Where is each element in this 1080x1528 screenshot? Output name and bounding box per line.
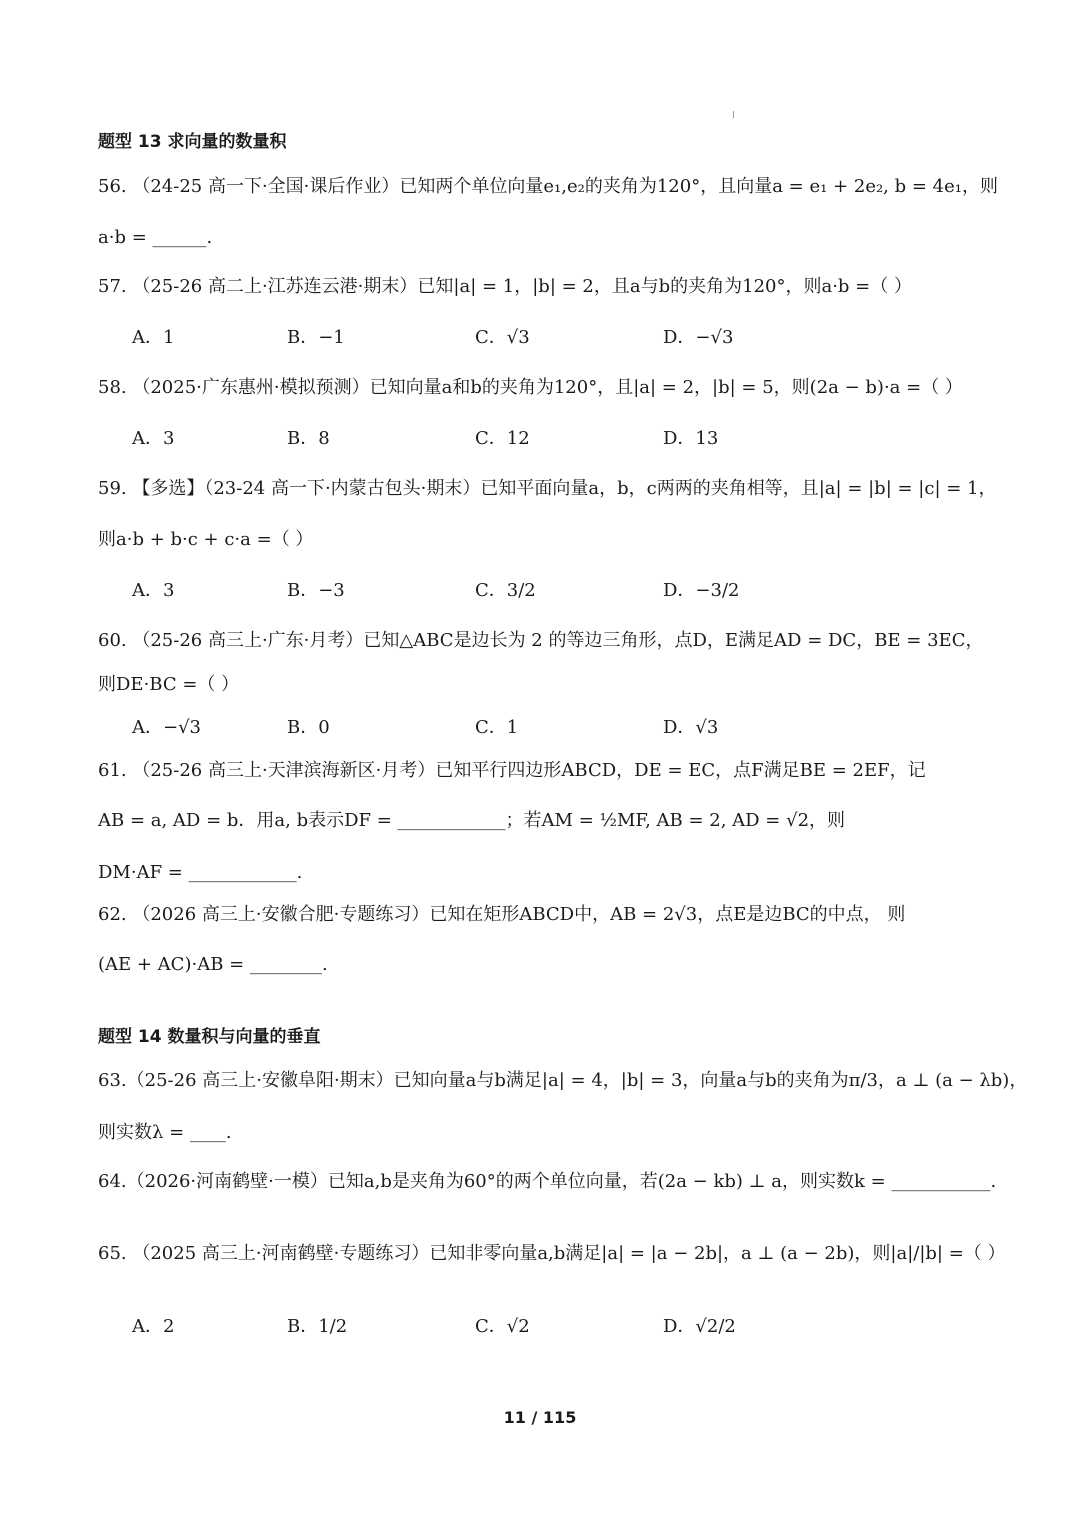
q65-option-d: D．√2/2 — [663, 1316, 736, 1337]
q58-option-a: A．3 — [132, 428, 175, 449]
q61-line3: DM·AF = ____________. — [98, 862, 303, 883]
q58-option-b: B．8 — [287, 428, 330, 449]
q65-option-b: B．1/2 — [287, 1316, 348, 1337]
q57-option-c: C．√3 — [475, 327, 530, 348]
q65: 65. （2025 高三上·河南鹤壁·专题练习）已知非零向量a,b满足|a| = |a − 2b|，a ⊥ (a − 2b)，则|a|/|b| =（ ） — [98, 1243, 1006, 1264]
q65-option-c: C．√2 — [475, 1316, 530, 1337]
q60-option-c: C．1 — [475, 717, 519, 738]
q65-option-a: A．2 — [132, 1316, 175, 1337]
q59-line2: 则a·b + b·c + c·a =（ ） — [98, 529, 314, 550]
q64: 64.（2026·河南鹤壁·一模）已知a,b是夹角为60°的两个单位向量，若(2a − kb) ⊥ a，则实数k = ___________. — [98, 1171, 997, 1192]
q57: 57. （25-26 高二上·江苏连云港·期末）已知|a| = 1，|b| = 2，且a与b的夹角为120°，则a·b =（ ） — [98, 276, 912, 297]
q61-line2: AB = a, AD = b．用a, b表示DF = ____________；若AM = ½MF, AB = 2, AD = √2，则 — [98, 810, 846, 831]
q60-option-d: D．√3 — [663, 717, 719, 738]
q62-line2: (AE + AC)·AB = ________. — [98, 954, 328, 975]
q60-line1: 60. （25-26 高三上·广东·月考）已知△ABC是边长为 2 的等边三角形，点D，E满足AD = DC，BE = 3EC， — [98, 630, 984, 651]
page-number: 11 / 115 — [503, 1408, 577, 1427]
q59-option-b: B．−3 — [287, 580, 345, 601]
q61-line1: 61. （25-26 高三上·天津滨海新区·月考）已知平行四边形ABCD，DE = EC，点F满足BE = 2EF，记 — [98, 760, 926, 781]
q56-line1: 56. （24-25 高一下·全国·课后作业）已知两个单位向量e₁,e₂的夹角为120°，且向量a = e₁ + 2e₂, b = 4e₁，则 — [98, 176, 998, 197]
q62-line1: 62. （2026 高三上·安徽合肥·专题练习）已知在矩形ABCD中，AB = 2√3，点E是边BC的中点， 则 — [98, 904, 906, 925]
q63-line1: 63.（25-26 高三上·安徽阜阳·期末）已知向量a与b满足|a| = 4，|b| = 3，向量a与b的夹角为π/3，a ⊥ (a − λb)， — [98, 1070, 1028, 1091]
q57-option-a: A．1 — [132, 327, 175, 348]
q57-option-b: B．−1 — [287, 327, 345, 348]
q57-option-d: D．−√3 — [663, 327, 734, 348]
q59-option-a: A．3 — [132, 580, 175, 601]
q58: 58. （2025·广东惠州·模拟预测）已知向量a和b的夹角为120°，且|a| = 2，|b| = 5，则(2a − b)·a =（ ） — [98, 377, 963, 398]
page-mark — [733, 111, 734, 118]
section-title-13: 题型 13 求向量的数量积 — [98, 132, 287, 152]
section-title-14: 题型 14 数量积与向量的垂直 — [98, 1027, 321, 1047]
q56-line2: a·b = ______. — [98, 227, 213, 248]
q60-line2: 则DE·BC =（ ） — [98, 674, 240, 695]
q59-line1: 59. 【多选】（23-24 高一下·内蒙古包头·期末）已知平面向量a，b，c两两的夹角相等，且|a| = |b| = |c| = 1， — [98, 478, 997, 499]
q59-option-d: D．−3/2 — [663, 580, 740, 601]
q58-option-c: C．12 — [475, 428, 530, 449]
q58-option-d: D．13 — [663, 428, 719, 449]
q60-option-a: A．−√3 — [132, 717, 202, 738]
q59-option-c: C．3/2 — [475, 580, 536, 601]
q63-line2: 则实数λ = ____. — [98, 1122, 232, 1143]
q60-option-b: B．0 — [287, 717, 330, 738]
